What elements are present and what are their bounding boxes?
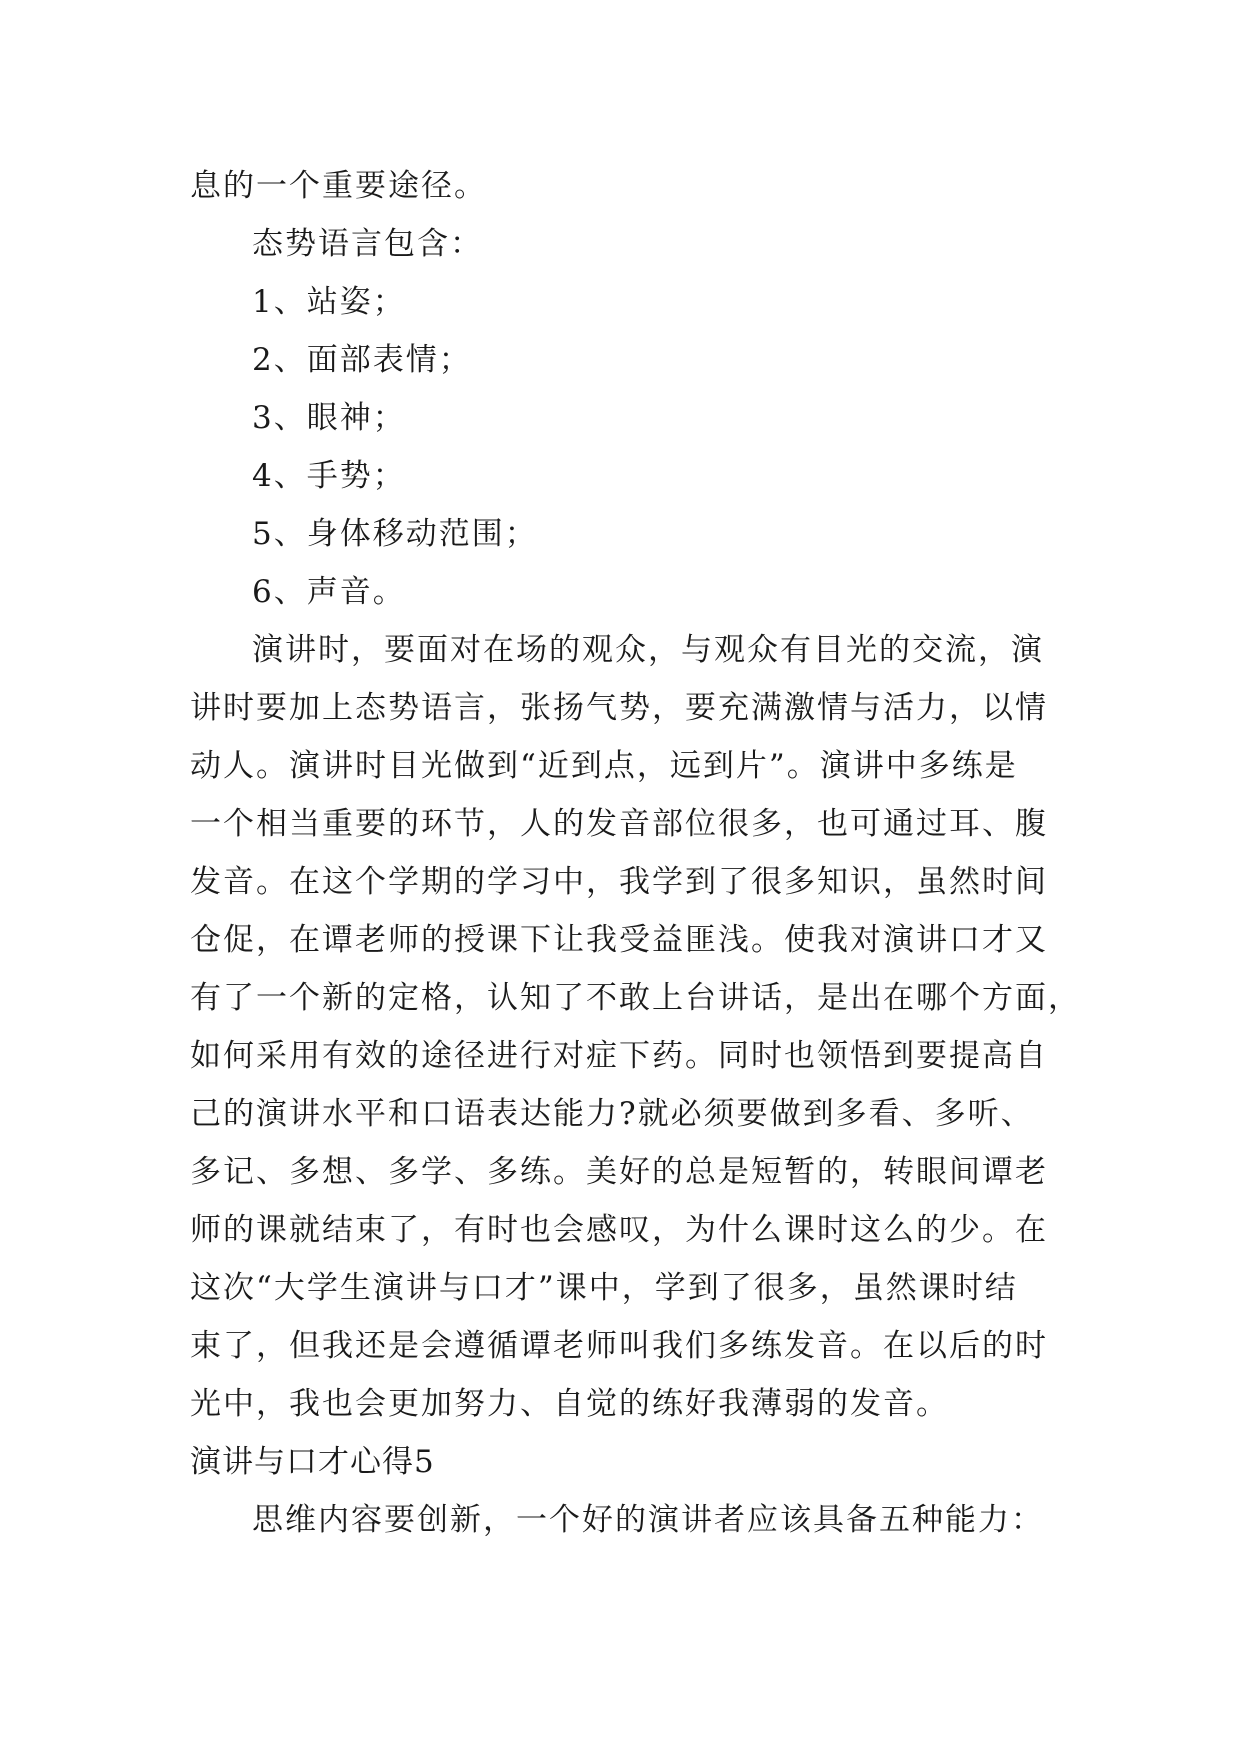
paragraph-line: 态势语言包含： <box>252 226 483 262</box>
paragraph-line: 光中，我也会更加努力、自觉的练好我薄弱的发音。 <box>190 1386 949 1422</box>
list-item: 2、面部表情； <box>252 342 472 378</box>
paragraph-line: 动人。演讲时目光做到“近到点，远到片”。演讲中多练是 <box>190 748 1018 784</box>
list-item: 6、声音。 <box>252 574 406 610</box>
paragraph-line: 多记、多想、多学、多练。美好的总是短暂的，转眼间谭老 <box>190 1154 1048 1190</box>
paragraph-line: 这次“大学生演讲与口才”课中，学到了很多，虽然课时结 <box>190 1270 1018 1306</box>
list-item: 3、眼神； <box>252 400 406 436</box>
list-item: 5、身体移动范围； <box>252 516 538 552</box>
paragraph-line: 息的一个重要途径。 <box>190 168 487 204</box>
paragraph-line: 己的演讲水平和口语表达能力?就必须要做到多看、多听、 <box>190 1096 1034 1132</box>
list-item: 4、手势； <box>252 458 406 494</box>
paragraph-line: 仓促，在谭老师的授课下让我受益匪浅。使我对演讲口才又 <box>190 922 1048 958</box>
paragraph-line: 有了一个新的定格，认知了不敢上台讲话，是出在哪个方面， <box>190 980 1081 1016</box>
list-item: 1、站姿； <box>252 284 406 320</box>
paragraph-line: 讲时要加上态势语言，张扬气势，要充满激情与活力，以情 <box>190 690 1048 726</box>
paragraph-line: 束了，但我还是会遵循谭老师叫我们多练发音。在以后的时 <box>190 1328 1048 1364</box>
paragraph-line: 发音。在这个学期的学习中，我学到了很多知识，虽然时间 <box>190 864 1048 900</box>
paragraph-line: 思维内容要创新，一个好的演讲者应该具备五种能力： <box>252 1502 1044 1538</box>
paragraph-line: 演讲时，要面对在场的观众，与观众有目光的交流，演 <box>252 632 1044 668</box>
section-heading: 演讲与口才心得5 <box>190 1444 435 1480</box>
paragraph-line: 师的课就结束了，有时也会感叹，为什么课时这么的少。在 <box>190 1212 1048 1248</box>
paragraph-line: 如何采用有效的途径进行对症下药。同时也领悟到要提高自 <box>190 1038 1048 1074</box>
paragraph-line: 一个相当重要的环节，人的发音部位很多，也可通过耳、腹 <box>190 806 1048 842</box>
